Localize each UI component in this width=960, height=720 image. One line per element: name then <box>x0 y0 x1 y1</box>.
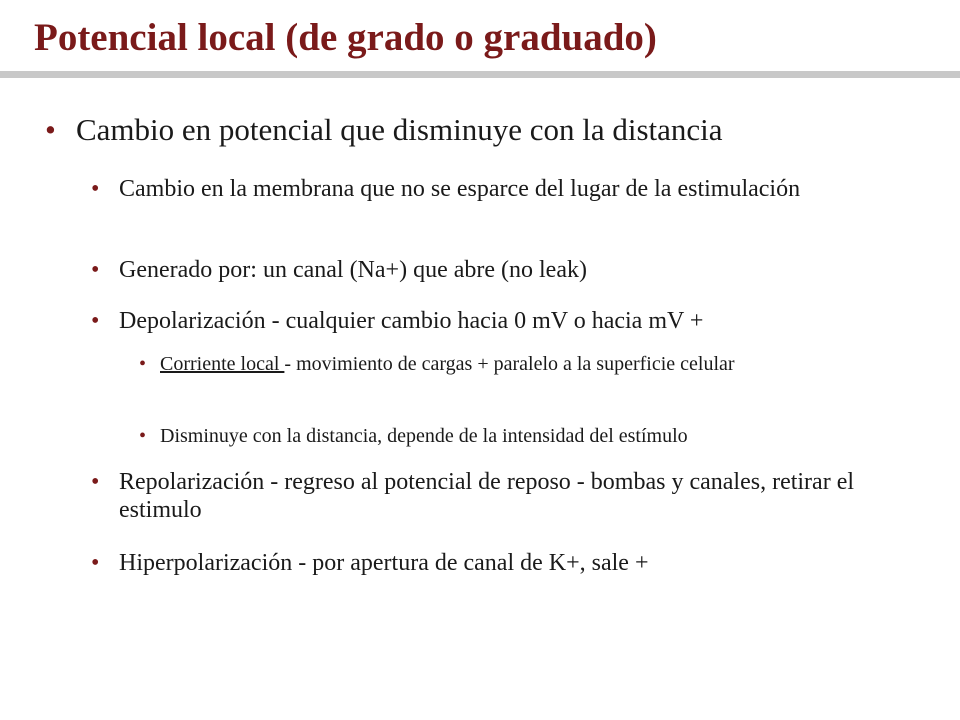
bullet-cambio-potencial <box>45 112 936 148</box>
bullet-text: Cambio en potencial que disminuye con la distancia <box>76 112 723 147</box>
title-divider <box>0 71 960 78</box>
bullet-dot: • <box>91 550 100 576</box>
bullet-text: - movimiento de cargas + paralelo a la superficie celular <box>284 353 735 375</box>
bullet-depolarizacion <box>91 307 919 335</box>
bullet-text: Hiperpolarización - por apertura de canal de K+, sale + <box>119 550 649 576</box>
bullet-text: Disminuye con la distancia, depende de la intensidad del estímulo <box>160 425 688 447</box>
bullet-dot: • <box>91 257 100 283</box>
bullet-text: Depolarización - cualquier cambio hacia 0 mV o hacia mV + <box>119 308 704 334</box>
bullet-dot: • <box>139 353 147 375</box>
bullet-repolarizacion <box>91 468 919 524</box>
term-corriente-local: Corriente local <box>160 353 285 375</box>
bullet-text: Cambio en la membrana que no se esparce del lugar de la estimulación <box>119 176 801 202</box>
bullet-hiperpolarizacion <box>91 549 919 577</box>
bullet-text: Repolarización - regreso al potencial de reposo - bombas y canales, retirar el estimulo <box>119 469 855 523</box>
bullet-dot: • <box>91 308 100 334</box>
slide-title: Potencial local (de grado o graduado) <box>34 16 657 59</box>
bullet-corriente-local <box>139 352 890 376</box>
bullet-cambio-membrana <box>91 175 919 203</box>
bullet-generado-por <box>91 256 919 284</box>
bullet-dot: • <box>45 112 56 147</box>
bullet-text: Generado por: un canal (Na+) que abre (no leak) <box>119 257 587 283</box>
bullet-dot: • <box>139 425 147 447</box>
bullet-dot: • <box>91 176 100 202</box>
bullet-disminuye-distancia <box>139 424 890 448</box>
bullet-dot: • <box>91 469 100 495</box>
